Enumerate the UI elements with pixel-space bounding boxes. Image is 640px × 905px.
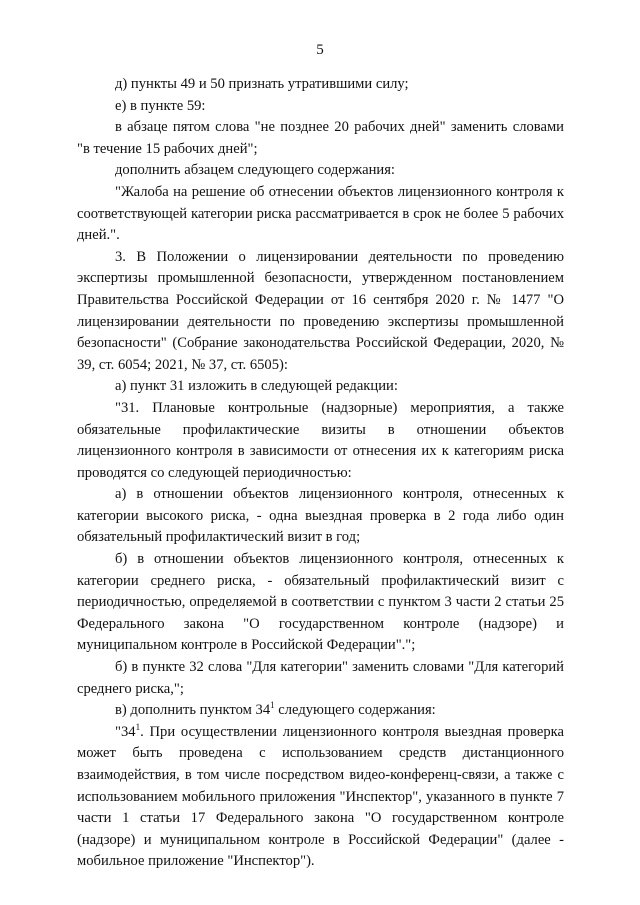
paragraph-section-3: 3. В Положении о лицензировании деятельности по проведению экспертизы промышленной безопасности, утвержденном постановлением Правительства Российской Федерации от 16 сентября 2020 г. № 1477 "О лицензировании деятельности по проведению экспертизы промышленной безопасности" (Собрание законодательства Российской Федерации, 2020, № 39, ст. 6054; 2021, № 37, ст. 6505):: [77, 248, 564, 373]
paragraph-item-d: д) пункты 49 и 50 признать утратившими силу;: [115, 76, 409, 92]
page-number: 5: [316, 42, 324, 58]
paragraph-add-abzats: дополнить абзацем следующего содержания:: [115, 162, 395, 179]
paragraph-item-v-text-before: в) дополнить пунктом 34: [115, 702, 271, 719]
superscript-number: 1: [135, 721, 141, 732]
paragraph-point-34-1: [77, 722, 564, 873]
paragraph-item-v-34-1: [77, 700, 564, 722]
superscript-number: 1: [270, 700, 275, 711]
paragraph-item-v-text-after: следующего содержания:: [274, 702, 436, 719]
paragraph-point-31: "31. Плановые контрольные (надзорные) мероприятия, а также обязательные профилактические визиты в отношении объектов лицензионного контроля в зависимости от отнесения их к категориям риска проводятся со следующей периодичностью:: [77, 399, 564, 481]
document-body: [77, 74, 564, 873]
paragraph-item-e: е) в пункте 59:: [115, 97, 206, 114]
paragraph-item-b-32: б) в пункте 32 слова "Для категории" заменить словами "Для категорий среднего риска,";: [77, 659, 564, 697]
paragraph-point-34-text-after: . При осуществлении лицензионного контроля выездная проверка может быть проведена с использованием средств дистанционного взаимодействия, в том числе посредством видео-конференц-связи, а также с использованием мобильного приложения "Инспектор", указанного в пункте 7 части 1 статьи 17 Федерального закона "О государственном контроле (надзоре) и муниципальном контроле в Российской Федерации" (далее - мобильное приложение "Инспектор").: [77, 723, 564, 870]
paragraph-point-34-text-before: "34: [115, 723, 136, 740]
paragraph-replace-deadline: в абзаце пятом слова "не позднее 20 рабочих дней" заменить словами "в течение 15 рабочих дней";: [77, 119, 564, 157]
paragraph-item-a-31: а) пункт 31 изложить в следующей редакции:: [115, 378, 398, 395]
paragraph-complaint-quote: "Жалоба на решение об отнесении объектов лицензионного контроля к соответствующей категории риска рассматривается в срок не более 5 рабочих дней.".: [77, 183, 564, 244]
paragraph-subitem-a-high-risk: а) в отношении объектов лицензионного контроля, отнесенных к категории высокого риска, - одна выездная проверка в 2 года либо один обязательный профилактический визит в год;: [77, 486, 564, 546]
paragraph-subitem-b-medium-risk: б) в отношении объектов лицензионного контроля, отнесенных к категории среднего риска, - обязательный профилактический визит с периодичностью, определяемой в соответствии с пунктом 3 части 2 статьи 25 Федерального закона "О государственном контроле (надзоре) и муниципальном контроле в Российской Федерации".";: [77, 551, 564, 654]
